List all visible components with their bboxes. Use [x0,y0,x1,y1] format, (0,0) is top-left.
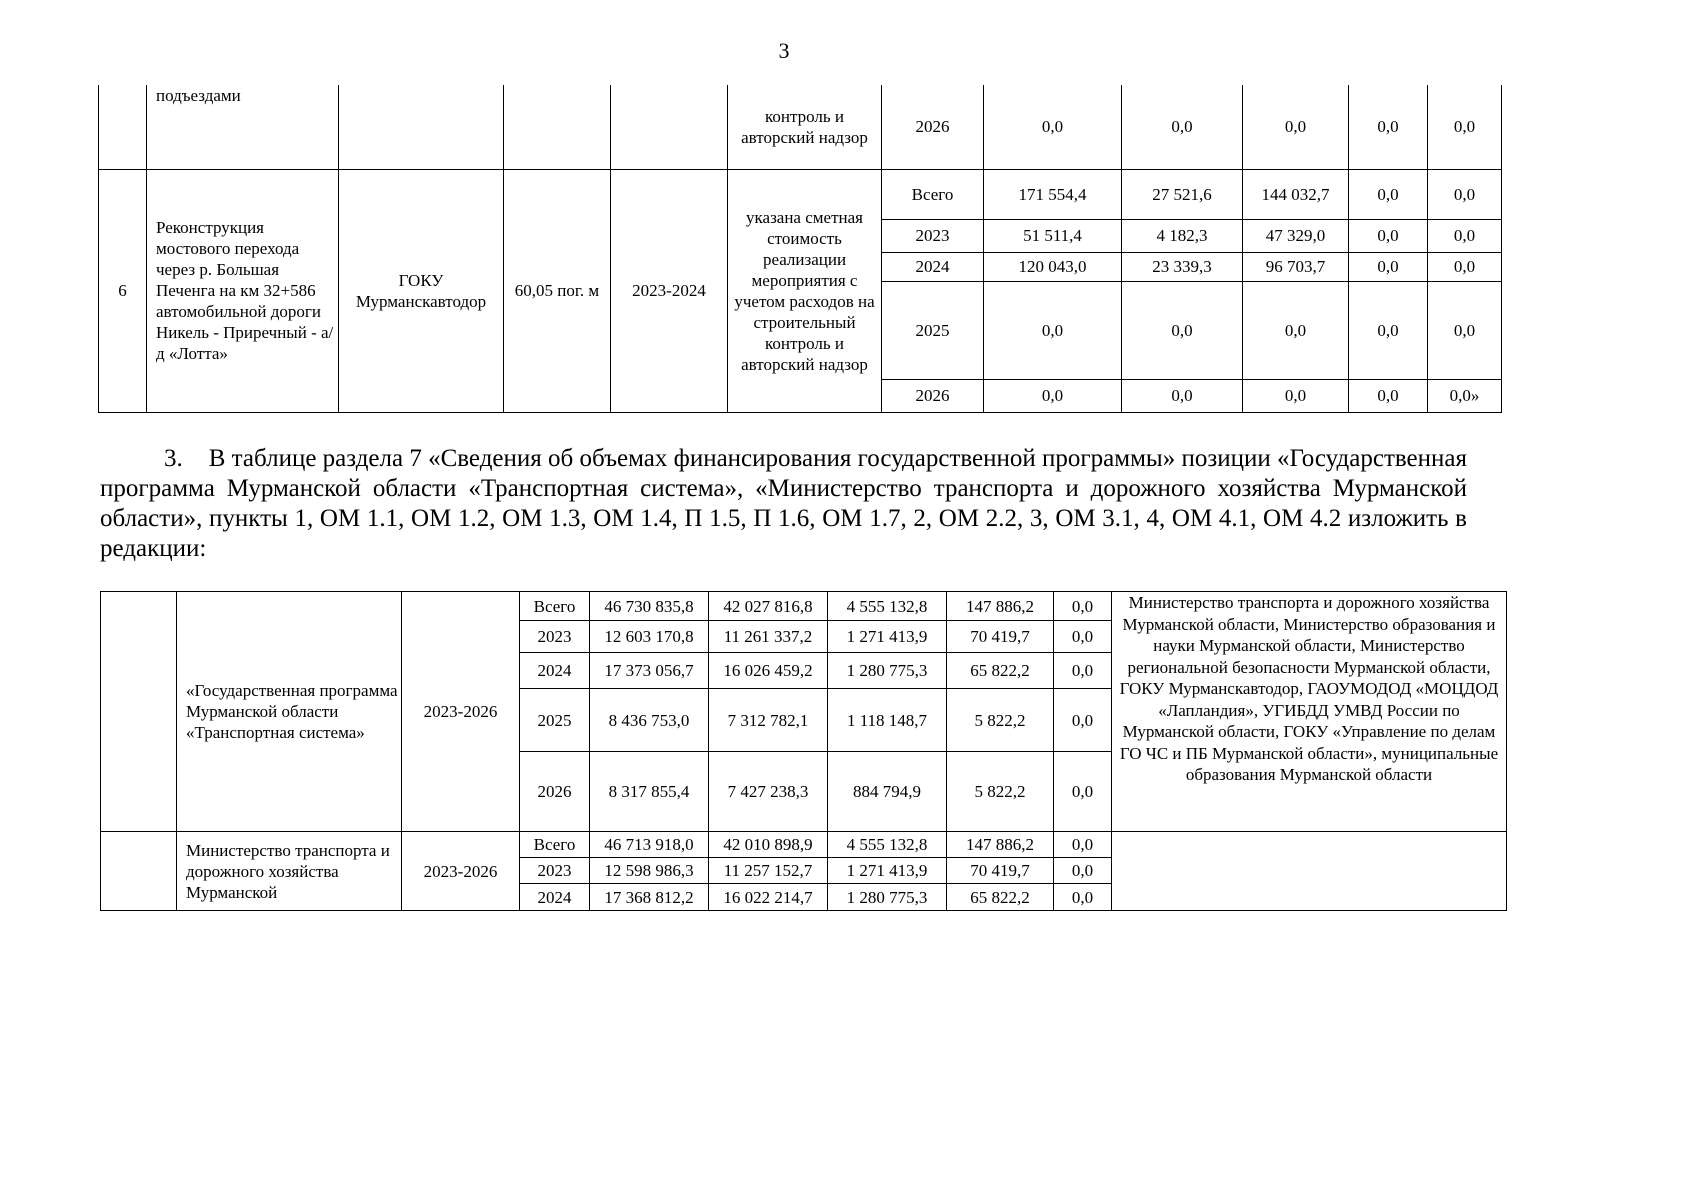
cell-value: 0,0 [1054,752,1112,832]
cell-value: 96 703,7 [1243,252,1349,281]
cell-value: 8 317 855,4 [590,752,709,832]
cell-num: 6 [99,169,147,412]
cell-executor: ГОКУ Мурманскавтодор [339,169,504,412]
cell-num [99,85,147,169]
cell-value: 0,0 [1349,379,1428,412]
table-row [99,169,1502,219]
cell-note: контроль и авторский надзор [728,85,882,169]
measures-table [98,85,1502,413]
cell-value: 0,0 [1054,653,1112,689]
paragraph-number: 3. [164,445,183,472]
cell-year: 2023 [520,858,590,884]
cell-year: 2023 [520,621,590,653]
cell-executors [1112,832,1507,911]
cell-value: 0,0 [1054,689,1112,752]
cell-year: 2024 [882,252,984,281]
table-row [99,85,1502,169]
cell-value: 0,0 [1428,281,1502,379]
cell-value: 0,0 [1122,281,1243,379]
cell-value: 42 010 898,9 [709,832,828,858]
financing-table [100,591,1507,911]
cell-value: 0,0 [1122,379,1243,412]
cell-value: 7 312 782,1 [709,689,828,752]
cell-value: 0,0 [1243,281,1349,379]
cell-name: Министерство транспорта и дорожного хозяйства Мурманской [177,832,402,911]
cell-value: 11 257 152,7 [709,858,828,884]
cell-year: 2026 [520,752,590,832]
cell-period: 2023-2024 [611,169,728,412]
cell-value: 4 555 132,8 [828,592,947,621]
cell-name: подъездами [147,85,339,169]
cell-value: 65 822,2 [947,653,1054,689]
cell-value: 0,0 [1054,858,1112,884]
cell-period: 2023-2026 [402,592,520,832]
cell-value: 1 271 413,9 [828,621,947,653]
cell-value: 23 339,3 [1122,252,1243,281]
cell-value: 1 118 148,7 [828,689,947,752]
cell-value: 0,0 [1428,85,1502,169]
cell-value: 11 261 337,2 [709,621,828,653]
table-row [101,592,1507,621]
cell-value: 0,0 [1428,252,1502,281]
cell-value: 144 032,7 [1243,169,1349,219]
cell-value: 42 027 816,8 [709,592,828,621]
cell-value: 47 329,0 [1243,219,1349,252]
cell-value: 1 280 775,3 [828,884,947,911]
cell-value: 5 822,2 [947,752,1054,832]
cell-value: 7 427 238,3 [709,752,828,832]
cell-value: 0,0 [1349,281,1428,379]
cell-value: 51 511,4 [984,219,1122,252]
cell-year: 2025 [882,281,984,379]
cell-num [101,832,177,911]
cell-name: «Государственная программа Мурманской области «Транспортная система» [177,592,402,832]
cell-year: 2026 [882,379,984,412]
cell-value: 0,0 [1428,219,1502,252]
cell-year: Всего [520,832,590,858]
cell-value: 147 886,2 [947,832,1054,858]
cell-note: указана сметная стоимость реализации мероприятия с учетом расходов на строительный контроль и авторский надзор [728,169,882,412]
cell-value: 0,0 [1349,252,1428,281]
cell-capacity: 60,05 пог. м [504,169,611,412]
cell-executor [339,85,504,169]
amendment-paragraph [100,444,1467,564]
cell-value: 0,0 [984,85,1122,169]
cell-value: 147 886,2 [947,592,1054,621]
cell-year: 2024 [520,653,590,689]
cell-value: 0,0 [1054,832,1112,858]
cell-value: 12 598 986,3 [590,858,709,884]
cell-year: 2025 [520,689,590,752]
cell-value: 0,0 [1054,592,1112,621]
cell-value: 0,0 [1349,85,1428,169]
cell-year: Всего [882,169,984,219]
cell-value: 0,0 [1243,85,1349,169]
cell-value: 12 603 170,8 [590,621,709,653]
cell-value: 0,0 [1428,169,1502,219]
cell-value: 0,0 [1122,85,1243,169]
cell-period: 2023-2026 [402,832,520,911]
cell-value: 46 730 835,8 [590,592,709,621]
cell-value: 4 182,3 [1122,219,1243,252]
cell-value: 884 794,9 [828,752,947,832]
cell-value: 171 554,4 [984,169,1122,219]
cell-value: 1 271 413,9 [828,858,947,884]
cell-value: 0,0 [1054,621,1112,653]
cell-value: 16 026 459,2 [709,653,828,689]
cell-value: 0,0 [1349,169,1428,219]
cell-value: 0,0 [1243,379,1349,412]
cell-value: 0,0 [984,379,1122,412]
cell-value: 4 555 132,8 [828,832,947,858]
cell-value: 70 419,7 [947,621,1054,653]
cell-value: 17 373 056,7 [590,653,709,689]
cell-value: 65 822,2 [947,884,1054,911]
cell-year: 2026 [882,85,984,169]
cell-value: 5 822,2 [947,689,1054,752]
page-number: 3 [778,38,790,63]
cell-value: 46 713 918,0 [590,832,709,858]
paragraph-text: В таблице раздела 7 «Сведения об объемах финансирования государственной программы» позиции «Государственная программа Мурманской области «Транспортная система», «Министерство транспорта и дорожного хозяйства Мурманской области», пункты 1, ОМ 1.1, ОМ 1.2, ОМ 1.3, ОМ 1.4, П 1.5, П 1.6, ОМ 1.7, 2, ОМ 2.2, 3, ОМ 3.1, 4, ОМ 4.1, ОМ 4.2 изложить в редакции: [100,445,1467,562]
cell-period [611,85,728,169]
cell-value: 27 521,6 [1122,169,1243,219]
cell-year: 2024 [520,884,590,911]
cell-value: 120 043,0 [984,252,1122,281]
cell-value: 0,0 [984,281,1122,379]
cell-value: 16 022 214,7 [709,884,828,911]
cell-value: 17 368 812,2 [590,884,709,911]
table-row [101,832,1507,858]
cell-value: 8 436 753,0 [590,689,709,752]
cell-value: 1 280 775,3 [828,653,947,689]
cell-name: Реконструкция мостового перехода через р. Большая Печенга на км 32+586 автомобильной дороги Никель - Приречный - а/д «Лотта» [147,169,339,412]
cell-executors: Министерство транспорта и дорожного хозяйства Мурманской области, Министерство образования и науки Мурманской области, Министерство региональной безопасности Мурманской области, ГОКУ Мурманскавтодор, ГАОУМОДОД «МОЦДОД «Лапландия», УГИБДД УМВД России по Мурманской области, ГОКУ «Управление по делам ГО ЧС и ПБ Мурманской области», муниципальные образования Мурманской области [1112,592,1507,832]
cell-num [101,592,177,832]
cell-value: 70 419,7 [947,858,1054,884]
cell-value: 0,0 [1349,219,1428,252]
cell-value: 0,0» [1428,379,1502,412]
cell-value: 0,0 [1054,884,1112,911]
cell-capacity [504,85,611,169]
cell-year: 2023 [882,219,984,252]
cell-year: Всего [520,592,590,621]
